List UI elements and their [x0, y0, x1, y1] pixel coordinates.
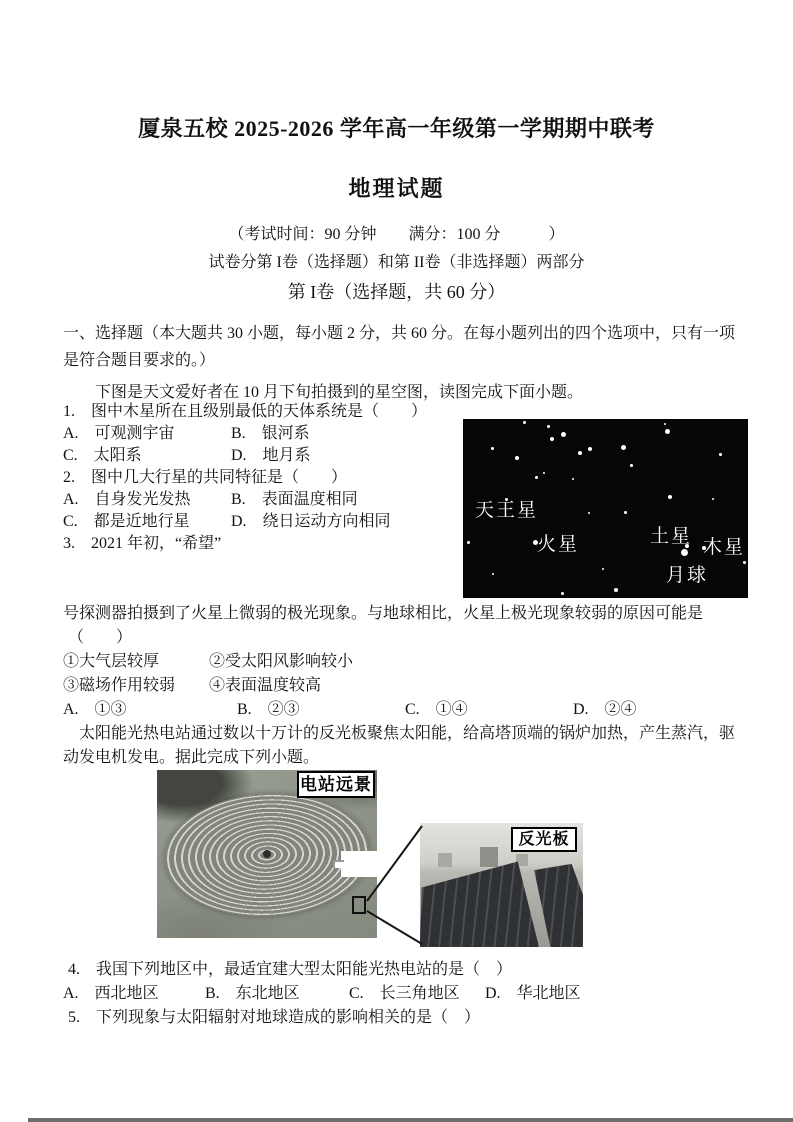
q3-item-3: ③磁场作用较弱: [63, 677, 176, 694]
q1-options-ab: [63, 423, 463, 445]
q3-option-d: D. ②④: [573, 701, 637, 718]
star-dot: [561, 432, 566, 437]
star-dot: [547, 425, 550, 428]
q2-option-d: D. 绕日运动方向相同: [231, 513, 391, 530]
exam-subject-title: 地理试题: [348, 176, 445, 201]
q1-option-c: C. 太阳系: [63, 447, 142, 464]
q1-option-a: A. 可观测宇宙: [63, 425, 175, 442]
passage-starmap: 下图是天文爱好者在 10 月下旬拍摄到的星空图，读图完成下面小题。: [95, 384, 584, 401]
star-dot: [561, 592, 564, 595]
star-dot: [668, 495, 672, 499]
q4-options-row: [63, 982, 753, 1006]
star-dot: [550, 437, 554, 441]
q3-stem-start: 3. 2021 年初，“希望”: [63, 535, 222, 552]
star-dot: [543, 472, 545, 474]
label-uranus: 天王星: [475, 500, 539, 521]
building-silhouette: [480, 847, 498, 867]
star-dot: [664, 423, 666, 425]
star-dot: [578, 451, 582, 455]
photo-label-station-view: 电站远景: [297, 771, 375, 798]
paper-parts-line: 试卷分第 I卷（选择题）和第 II卷（非选择题）两部分: [208, 254, 585, 271]
q4-option-a: A. 西北地区: [63, 985, 159, 1002]
q3-options-row: [63, 698, 747, 722]
q3-option-a: A. ①③: [63, 701, 127, 718]
star-dot: [624, 511, 627, 514]
label-jupiter: 木星: [703, 537, 746, 558]
star-dot: [665, 429, 670, 434]
label-mars: 火星: [537, 534, 580, 555]
q1-option-b: B. 银河系: [231, 425, 310, 442]
zoom-callout-square: [352, 896, 366, 914]
star-dot: [491, 447, 494, 450]
star-dot: [719, 453, 722, 456]
q3-answer-bracket: （ ）: [68, 629, 133, 646]
q2-option-c: C. 都是近地行星: [63, 513, 190, 530]
q3-item-4: ④表面温度较高: [209, 677, 322, 694]
q1-option-d: D. 地月系: [231, 447, 311, 464]
central-tower-dot: [263, 850, 271, 858]
star-dot: [572, 478, 574, 480]
q2-options-cd: [63, 511, 463, 533]
q2-options-ab: [63, 489, 463, 511]
building-silhouette: [438, 853, 452, 867]
exam-info-line: （考试时间：90 分钟 满分：100 分 ）: [228, 226, 565, 243]
starmap-figure: [463, 419, 748, 598]
passage-solar-station: 太阳能光热电站通过数以十万计的反光板聚焦太阳能，给高塔顶端的锅炉加热，产生蒸汽，驱动发电机发电。据此完成下列小题。: [63, 725, 736, 766]
section1-instructions: 一、选择题（本大题共 30 小题，每小题 2 分，共 60 分。在每小题列出的四个选项中，只有一项是符合题目要求的。）: [63, 325, 736, 369]
q3-items-12: [63, 650, 747, 674]
white-patch: [341, 851, 377, 877]
star-dot: [602, 568, 604, 570]
q3-item-1: ①大气层较厚: [63, 653, 160, 670]
q5-stem: 5. 下列现象与太阳辐射对地球造成的影响相关的是（ ）: [68, 1009, 481, 1026]
star-dot: [712, 498, 714, 500]
star-dot: [681, 549, 688, 556]
q3-items-34: [63, 674, 747, 698]
q2-stem: 2. 图中几大行星的共同特征是（ ）: [63, 469, 348, 486]
section1-heading: 第 I卷（选择题，共 60 分）: [287, 282, 506, 302]
q1-options-cd: [63, 445, 463, 467]
star-dot: [515, 456, 519, 460]
star-dot: [614, 588, 618, 592]
q2-option-a: A. 自身发光发热: [63, 491, 191, 508]
q3-option-c: C. ①④: [405, 701, 468, 718]
questions-1-3-block: [63, 401, 463, 555]
photo-label-reflector: 反光板: [511, 827, 577, 852]
q4-option-c: C. 长三角地区: [349, 985, 460, 1002]
q4-option-d: D. 华北地区: [485, 985, 581, 1002]
questions-4-5-block: [63, 958, 753, 1030]
q4-stem: 4. 我国下列地区中，最适宜建大型太阳能光热电站的是（ ）: [68, 961, 513, 978]
star-dot: [523, 421, 526, 424]
star-dot: [467, 541, 470, 544]
star-dot: [588, 512, 590, 514]
star-dot: [743, 561, 746, 564]
photo-reflector-panels: [420, 823, 583, 947]
q3-item-2: ②受太阳风影响较小: [209, 653, 354, 670]
q4-option-b: B. 东北地区: [205, 985, 300, 1002]
star-dot: [535, 476, 538, 479]
small-corner-mark: [333, 860, 344, 868]
star-dot: [621, 445, 626, 450]
question-3-continuation: [63, 602, 747, 722]
star-dot: [630, 464, 633, 467]
star-dot: [492, 573, 494, 575]
page-bottom-bar: [28, 1118, 793, 1122]
q1-stem: 1. 图中木星所在且级别最低的天体系统是（ ）: [63, 403, 428, 420]
q2-option-b: B. 表面温度相同: [231, 491, 358, 508]
q3-option-b: B. ②③: [237, 701, 300, 718]
star-dot: [588, 447, 592, 451]
exam-title: 厦泉五校 2025-2026 学年高一年级第一学期期中联考: [138, 116, 655, 141]
label-moon: 月球: [666, 565, 709, 586]
label-saturn: 土星: [650, 526, 693, 547]
q3-stem-continuation: 号探测器拍摄到了火星上微弱的极光现象。与地球相比，火星上极光现象较弱的原因可能是: [63, 605, 704, 622]
